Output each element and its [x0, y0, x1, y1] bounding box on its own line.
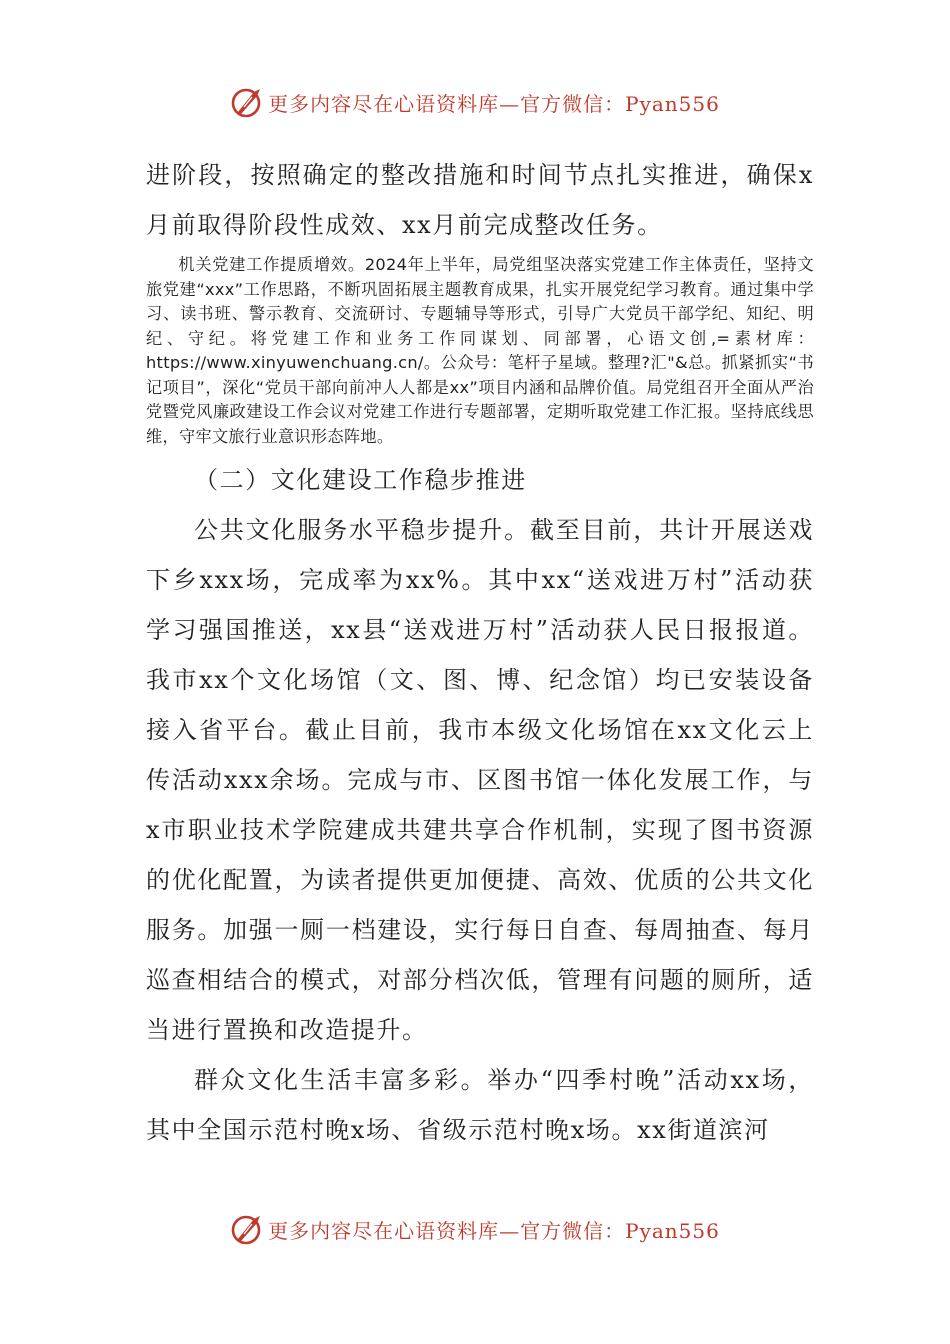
paragraph-mass-culture: 群众文化生活丰富多彩。举办“四季村晚”活动xx场，其中全国示范村晚x场、省级示范村晚x场。xx街道滨河	[146, 1066, 814, 1144]
paragraph-public-culture: 公共文化服务水平稳步提升。截至目前，共计开展送戏下乡xxx场，完成率为xx%。其中xx“送戏进万村”活动获学习强国推送，xx县“送戏进万村”活动获人民日报报道。我市xx个文化场馆（文、图、博、纪念馆）均已安装设备接入省平台。截止目前，我市本级文化场馆在xx文化云上传活动xxx余场。完成与市、区图书馆一体化发展工作，与x市职业技术学院建成共建共享合作机制，实现了图书资源的优化配置，为读者提供更加便捷、高效、优质的公共文化服务。加强一厕一档建设，实行每日自查、每周抽查、每月巡查相结合的模式，对部分档次低，管理有问题的厕所，适当进行置换和改造提升。	[146, 516, 814, 1044]
section-heading: （二）文化建设工作稳步推进	[194, 466, 527, 494]
quill-logo-icon	[230, 85, 264, 119]
watermark-text: 更多内容尽在心语资料库—官方微信：Pyan556	[268, 91, 720, 116]
watermark-banner-top	[0, 82, 950, 122]
document-body	[146, 150, 814, 1155]
paragraph-party-building: 机关党建工作提质增效。2024年上半年，局党组坚决落实党建工作主体责任，坚持文旅党建“xxx”工作思路，不断巩固拓展主题教育成果，扎实开展党纪学习教育。通过集中学习、读书班、警示教育、交流研讨、专题辅导等形式，引导广大党员干部学纪、知纪、明纪、守纪。将党建工作和业务工作同谋划、同部署，心语文创,=素材库：https://www.xinyuwenchuang.cn/。公众号：笔杆子星域。整理?汇"&总。抓紧抓实“书记项目”，深化“党员干部向前冲人人都是xx”项目内涵和品牌价值。局党组召开全面从严治党暨党风廉政建设工作会议对党建工作进行专题部署，定期听取党建工作汇报。坚持底线思维，守牢文旅行业意识形态阵地。	[146, 255, 814, 446]
watermark-banner-bottom	[0, 1209, 950, 1249]
quill-logo-icon	[230, 1212, 264, 1246]
paragraph-continued: 进阶段，按照确定的整改措施和时间节点扎实推进，确保x月前取得阶段性成效、xx月前完成整改任务。	[146, 161, 814, 239]
watermark-text: 更多内容尽在心语资料库—官方微信：Pyan556	[268, 1218, 720, 1243]
